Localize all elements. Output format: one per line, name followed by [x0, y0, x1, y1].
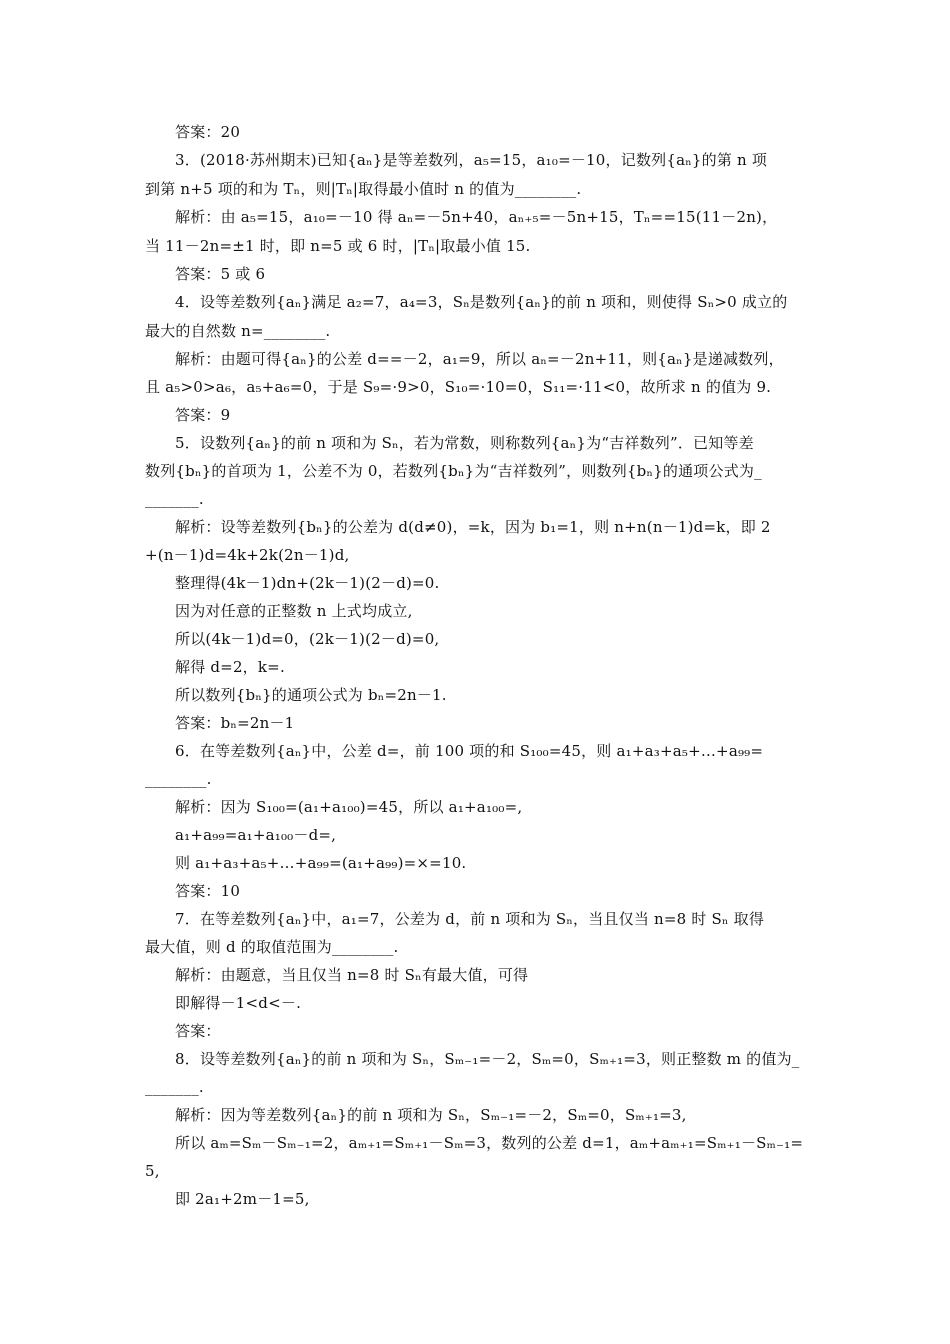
answer-line: 答案：5 或 6	[175, 265, 266, 283]
solution-5-step: 因为对任意的正整数 n 上式均成立,	[175, 602, 413, 620]
solution-5-text: 解析：设等差数列{bₙ}的公差为 d(d≠0)，=k，因为 b₁=1，则 n+n(n－1)d=k，即 2	[175, 518, 771, 536]
solution-6-step: 则 a₁+a₃+a₅+…+a₉₉=(a₁+a₉₉)=×=10.	[175, 854, 467, 872]
solution-8-step: 即 2a₁+2m－1=5,	[175, 1190, 310, 1208]
solution-8-text: 解析：因为等差数列{aₙ}的前 n 项和为 Sₙ，Sₘ₋₁=－2，Sₘ=0，Sₘ₊₁=3,	[175, 1106, 687, 1124]
solution-6-step: a₁+a₉₉=a₁+a₁₀₀－d=,	[175, 826, 337, 844]
problem-4-text-cont: 最大的自然数 n=________.	[145, 322, 331, 340]
solution-5-step: 所以(4k－1)d=0，(2k－1)(2－d)=0,	[175, 630, 440, 648]
problem-3-text-cont: 到第 n+5 项的和为 Tₙ，则|Tₙ|取得最小值时 n 的值为________.	[145, 180, 582, 198]
solution-8-step-cont: 5,	[145, 1162, 160, 1180]
solution-7-text: 解析：由题意，当且仅当 n=8 时 Sₙ有最大值，可得	[175, 966, 529, 984]
answer-line: 答案：bₙ=2n－1	[175, 714, 295, 732]
problem-7-text-cont: 最大值，则 d 的取值范围为________.	[145, 938, 399, 956]
problem-4-text: 4．设等差数列{aₙ}满足 a₂=7，a₄=3，Sₙ是数列{aₙ}的前 n 项和，则使得 Sₙ>0 成立的	[175, 293, 788, 311]
problem-3-text: 3．(2018·苏州期末)已知{aₙ}是等差数列，a₅=15，a₁₀=－10，记数列{aₙ}的第 n 项	[175, 151, 768, 169]
problem-7-text: 7．在等差数列{aₙ}中，a₁=7，公差为 d，前 n 项和为 Sₙ，当且仅当 n=8 时 Sₙ 取得	[175, 910, 765, 928]
solution-7-step: 即解得－1<d<－.	[175, 994, 302, 1012]
answer-line: 答案：	[175, 1022, 221, 1040]
solution-4-text-cont: 且 a₅>0>a₆，a₅+a₆=0，于是 S₉=·9>0，S₁₀=·10=0，S₁₁=·11<0，故所求 n 的值为 9.	[145, 378, 772, 396]
solution-5-step: 整理得(4k－1)dn+(2k－1)(2－d)=0.	[175, 574, 440, 592]
solution-3-text: 解析：由 a₅=15，a₁₀=－10 得 aₙ=－5n+40，aₙ₊₅=－5n+15，Tₙ==15(11－2n)，	[175, 208, 778, 226]
solution-3-text-cont: 当 11－2n=±1 时，即 n=5 或 6 时，|Tₙ|取最小值 15.	[145, 237, 531, 255]
solution-8-step: 所以 aₘ=Sₘ－Sₘ₋₁=2，aₘ₊₁=Sₘ₊₁－Sₘ=3，数列的公差 d=1，aₘ+aₘ₊₁=Sₘ₊₁－Sₘ₋₁=	[175, 1134, 804, 1152]
problem-8-blank: _______.	[145, 1078, 204, 1096]
solution-5-text-cont: +(n－1)d=4k+2k(2n－1)d,	[145, 546, 350, 564]
problem-5-text: 5．设数列{aₙ}的前 n 项和为 Sₙ，若为常数，则称数列{aₙ}为“吉祥数列”．已知等差	[175, 434, 754, 452]
answer-line: 答案：9	[175, 406, 231, 424]
answer-line: 答案：10	[175, 882, 241, 900]
answer-line: 答案：20	[175, 123, 241, 141]
solution-5-step: 所以数列{bₙ}的通项公式为 bₙ=2n－1.	[175, 686, 447, 704]
solution-5-step: 解得 d=2，k=.	[175, 658, 285, 676]
problem-6-text: 6．在等差数列{aₙ}中，公差 d=，前 100 项的和 S₁₀₀=45，则 a₁+a₃+a₅+…+a₉₉=	[175, 742, 764, 760]
problem-5-text-cont: 数列{bₙ}的首项为 1，公差不为 0，若数列{bₙ}为“吉祥数列”，则数列{bₙ}的通项公式为_	[145, 462, 762, 480]
solution-4-text: 解析：由题可得{aₙ}的公差 d==－2，a₁=9，所以 aₙ=－2n+11，则{aₙ}是递减数列，	[175, 350, 784, 368]
problem-8-text: 8．设等差数列{aₙ}的前 n 项和为 Sₙ，Sₘ₋₁=－2，Sₘ=0，Sₘ₊₁=3，则正整数 m 的值为_	[175, 1050, 800, 1068]
problem-5-blank: _______.	[145, 490, 204, 508]
problem-6-blank: ________.	[145, 770, 212, 788]
solution-6-text: 解析：因为 S₁₀₀=(a₁+a₁₀₀)=45，所以 a₁+a₁₀₀=,	[175, 798, 523, 816]
